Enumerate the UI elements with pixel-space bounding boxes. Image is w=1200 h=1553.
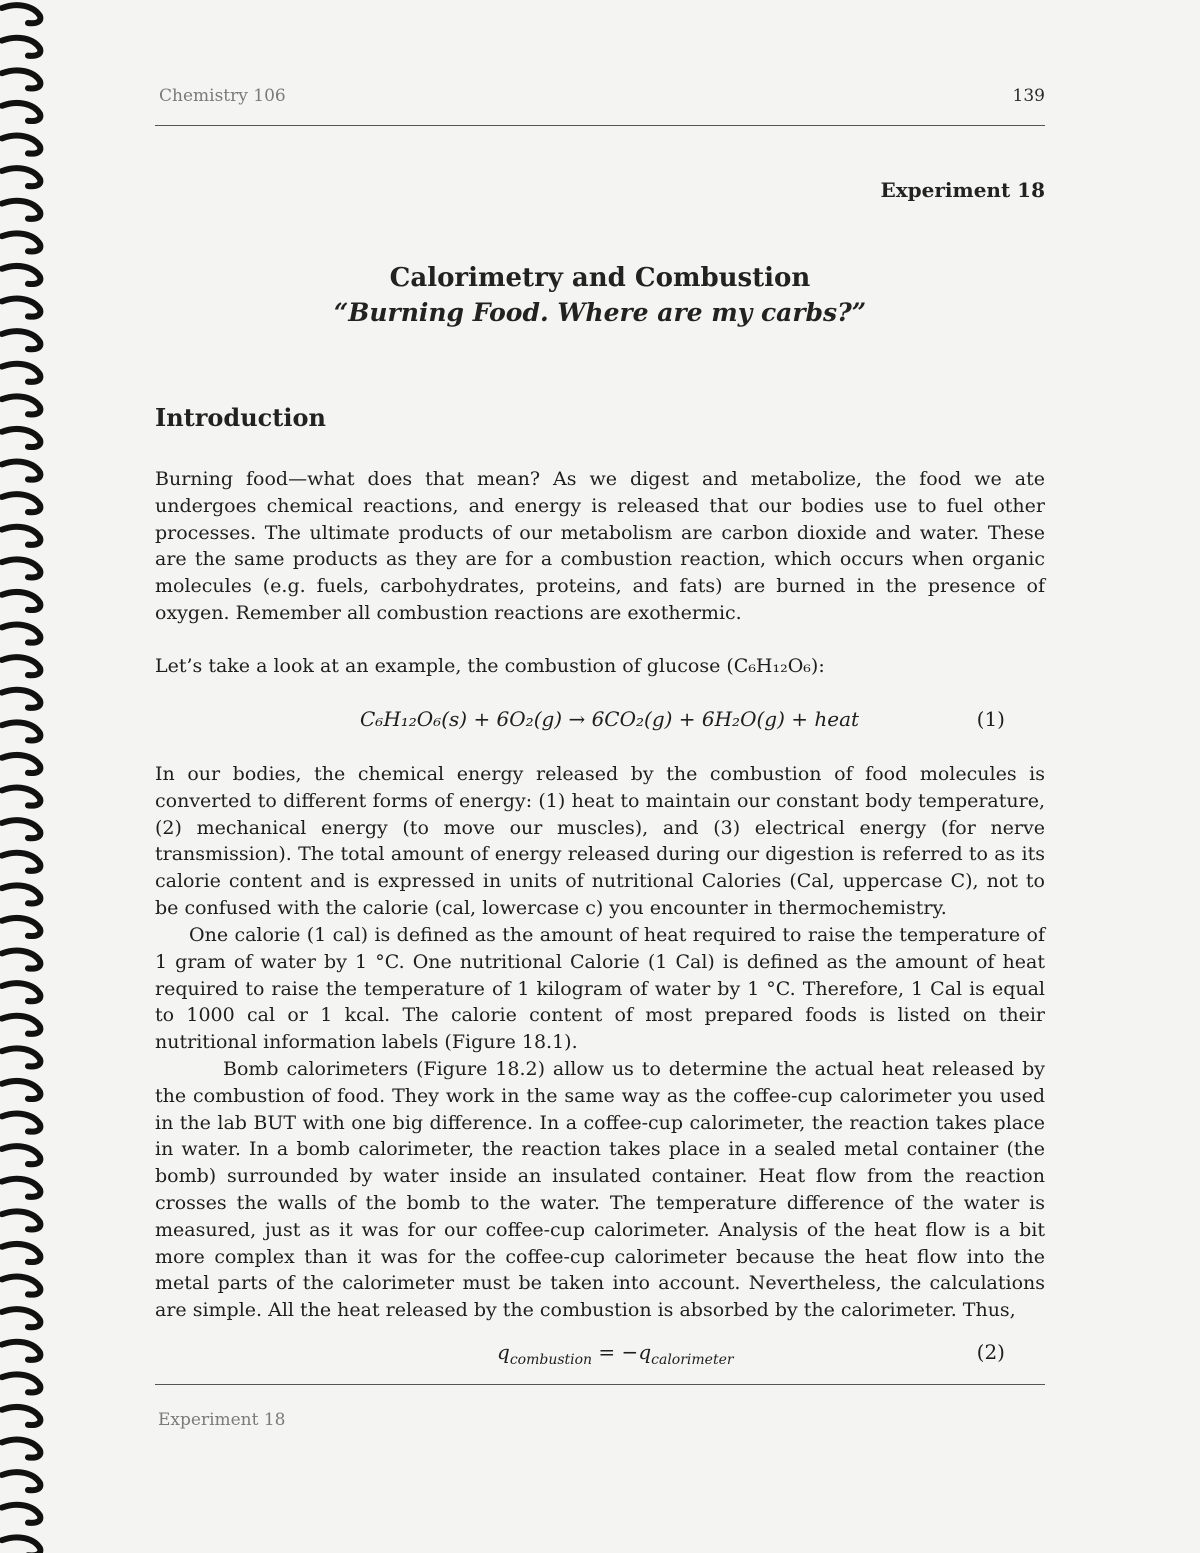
- equation-1: [155, 707, 1045, 737]
- spiral-coil: [2, 951, 40, 969]
- spiral-coil: [2, 592, 40, 610]
- experiment-label: Experiment 18: [880, 178, 1045, 202]
- spiral-coil: [2, 1309, 40, 1327]
- spiral-coil: [2, 885, 40, 903]
- spiral-coil: [2, 1374, 40, 1392]
- spiral-coil: [2, 1472, 40, 1490]
- paragraph-example: Let’s take a look at an example, the combustion of glucose (C₆H₁₂O₆):: [155, 655, 825, 677]
- spiral-coil: [2, 853, 40, 871]
- paragraph-calorie-definition: One calorie (1 cal) is defined as the amount of heat required to raise the temperature of 1 gram of water by 1 °C. One nutritional Calorie (1 Cal) is defined as the amount of heat required to raise the temperature of 1 kilogram of water by 1 °C. Therefore, 1 Cal is equal to 1000 cal or 1 kcal. The calorie content of most prepared foods is listed on their nutritional information labels (Figure 18.1).: [155, 924, 1045, 1054]
- equation-1-number: (1): [976, 707, 1005, 731]
- equation-2-rhs-subscript: calorimeter: [651, 1352, 734, 1368]
- page-title: Calorimetry and Combustion: [389, 263, 811, 293]
- page-number: 139: [1012, 86, 1045, 106]
- spiral-coil: [2, 201, 40, 219]
- page-subtitle: “Burning Food. Where are my carbs?”: [333, 298, 867, 327]
- spiral-coil: [2, 1114, 40, 1132]
- spiral-coil: [2, 1211, 40, 1229]
- running-footer: Experiment 18: [158, 1410, 286, 1430]
- paragraph-bomb-calorimeter: Bomb calorimeters (Figure 18.2) allow us to determine the actual heat released by the combustion of food. They work in the same way as the coffee-cup calorimeter you used in the lab BUT with one big difference. In a coffee-cup calorimeter, the reaction takes place in water. In a bomb calorimeter, the reaction takes place in a sealed metal container (the bomb) surrounded by water inside an insulated container. Heat flow from the reaction crosses the walls of the bomb to the water. The temperature difference of the water is measured, just as it was for our coffee-cup calorimeter. Analysis of the heat flow is a bit more complex than it was for the coffee-cup calorimeter because the heat flow into the metal parts of the calorimeter must be taken into account. Nevertheless, the calculations are simple. All the heat released by the combustion is absorbed by the calorimeter. Thus,: [155, 1058, 1045, 1322]
- equation-1-body: C₆H₁₂O₆(s) + 6O₂(g) → 6CO₂(g) + 6H₂O(g) + heat: [360, 707, 860, 731]
- equation-2-rhs: q: [638, 1340, 652, 1364]
- spiral-coil: [2, 559, 40, 577]
- spiral-coil: [2, 136, 40, 154]
- spiral-coil: [2, 1016, 40, 1034]
- equation-2-operator: = −: [592, 1340, 639, 1364]
- spiral-coil: [2, 168, 40, 186]
- spiral-coil: [2, 755, 40, 773]
- footer-rule: [155, 1384, 1045, 1385]
- spiral-coil: [2, 233, 40, 251]
- spiral-coil: [2, 462, 40, 480]
- section-heading: Introduction: [155, 403, 326, 432]
- spiral-coil: [2, 1505, 40, 1523]
- spiral-coil: [2, 983, 40, 1001]
- spiral-coil: [2, 396, 40, 414]
- spiral-coil: [2, 1440, 40, 1458]
- spiral-coil: [2, 1244, 40, 1262]
- paragraph-energy-forms: In our bodies, the chemical energy released by the combustion of food molecules is converted to different forms of energy: (1) heat to maintain our constant body temperature, (2) mechanical energy (to move our muscles), and (3) electrical energy (for nerve transmission). The total amount of energy released during our digestion is referred to as its calorie content and is expressed in units of nutritional Calories (Cal, uppercase C), not to be confused with the calorie (cal, lowercase c) you encounter in thermochemistry.: [155, 763, 1045, 919]
- spiral-coil: [2, 625, 40, 643]
- spiral-coil: [2, 364, 40, 382]
- running-header: [155, 84, 1045, 110]
- spiral-coil: [2, 38, 40, 56]
- spiral-coil: [2, 103, 40, 121]
- spiral-coil: [2, 1179, 40, 1197]
- spiral-coil: [2, 70, 40, 88]
- course-name: Chemistry 106: [159, 86, 286, 106]
- equation-2-lhs-subscript: combustion: [509, 1352, 593, 1368]
- paragraph-intro: Burning food—what does that mean? As we digest and metabolize, the food we ate undergoes chemical reactions, and energy is released that our bodies use to fuel other processes. The ultimate products of our metabolism are carbon dioxide and water. These are the same products as they are for a combustion reaction, which occurs when organic molecules (e.g. fuels, carbohydrates, proteins, and fats) are burned in the presence of oxygen. Remember all combustion reactions are exothermic.: [155, 468, 1045, 624]
- equation-2: [155, 1340, 1045, 1370]
- spiral-coil: [2, 1407, 40, 1425]
- spiral-coil: [2, 1146, 40, 1164]
- spiral-coil: [2, 690, 40, 708]
- equation-2-lhs: q: [497, 1340, 510, 1364]
- spiral-coil: [2, 1537, 40, 1553]
- spiral-coil: [2, 494, 40, 512]
- spiral-coil: [2, 1342, 40, 1360]
- spiral-coil: [2, 1048, 40, 1066]
- spiral-coil: [2, 657, 40, 675]
- spiral-coil: [2, 918, 40, 936]
- spiral-binding: [0, 0, 48, 1553]
- spiral-coil: [2, 1081, 40, 1099]
- spiral-coil: [2, 527, 40, 545]
- spiral-coil: [2, 429, 40, 447]
- spiral-coil: [2, 722, 40, 740]
- spiral-coil: [2, 5, 40, 23]
- spiral-coil: [2, 1277, 40, 1295]
- spiral-coil: [2, 788, 40, 806]
- equation-2-number: (2): [976, 1340, 1005, 1364]
- header-rule: [155, 125, 1045, 126]
- spiral-coil: [2, 331, 40, 349]
- spiral-coil: [2, 820, 40, 838]
